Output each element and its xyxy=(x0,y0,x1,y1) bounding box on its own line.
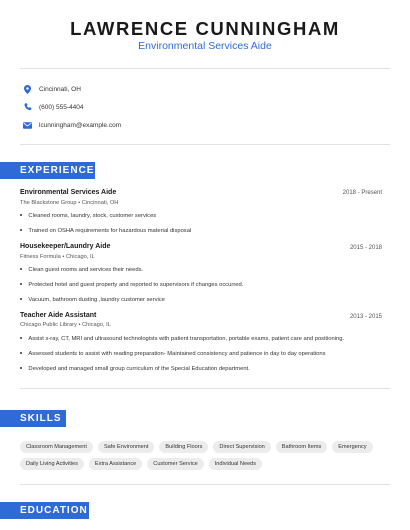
skill-chip: Bathroom Items xyxy=(276,441,327,453)
location-pin-icon xyxy=(23,84,32,94)
education-heading: EDUCATION xyxy=(0,502,89,519)
job-bullet xyxy=(20,351,326,357)
employer-location: Chicago, IL xyxy=(65,254,95,260)
skill-chip: Individual Needs xyxy=(209,458,262,470)
candidate-name: LAWRENCE CUNNINGHAM xyxy=(70,18,340,39)
skills-list xyxy=(20,441,390,475)
job-bullet xyxy=(20,297,165,303)
phone-icon xyxy=(23,102,32,112)
job-employer: The Blackstone Group • Cincinnati, OH xyxy=(20,200,119,206)
contact-phone-text: (600) 555-4404 xyxy=(39,103,84,111)
contact-location xyxy=(23,82,81,96)
skill-chip: Direct Supervision xyxy=(213,441,270,453)
bullet-text: Cleaned rooms, laundry, stock, customer services xyxy=(28,213,157,219)
job-bullet xyxy=(20,336,344,342)
contact-email xyxy=(23,118,121,132)
skills-row xyxy=(20,441,390,453)
job-bullet xyxy=(20,213,156,219)
skill-chip: Daily Living Activities xyxy=(20,458,84,470)
job-bullet xyxy=(20,267,143,273)
job-dates: 2013 - 2015 xyxy=(349,314,382,320)
job-dates: 2015 - 2018 xyxy=(349,245,382,251)
job-role: Environmental Services Aide xyxy=(138,40,272,52)
bullet-text: Protected hotel and guest property and reported to supervisors if changes occurred. xyxy=(28,282,244,288)
employer-location: Chicago, IL xyxy=(82,322,111,328)
bullet-text: Assessed students to assist with reading preparation- Maintained consistency and patience in day to day operations xyxy=(28,351,326,357)
employer-name: Chicago Public Library xyxy=(20,322,77,328)
email-icon xyxy=(23,120,32,130)
divider xyxy=(20,144,390,145)
bullet-text: Assist x-ray, CT, MRI and ultrasound technologists with patient transportation, portable exams, patient care and positioning. xyxy=(28,336,345,342)
job-bullet xyxy=(20,228,191,234)
bullet-text: Trained on OSHA requirements for hazardous material disposal xyxy=(28,228,192,234)
bullet-text: Vacuum, bathroom dusting ,laundry customer service xyxy=(28,297,165,303)
job-dates: 2018 - Present xyxy=(342,190,382,196)
employer-name: The Blackstone Group xyxy=(20,200,77,206)
employer-name: Fitness Formula xyxy=(20,254,61,260)
skills-heading: SKILLS xyxy=(0,410,66,427)
skill-chip: Building Floors xyxy=(159,441,208,453)
skill-chip: Emergency xyxy=(332,441,372,453)
bullet-text: Clean guest rooms and services their needs. xyxy=(28,267,144,273)
skill-chip: Extra Assistance xyxy=(89,458,142,470)
contact-phone xyxy=(23,100,83,114)
contact-location-text: Cincinnati, OH xyxy=(39,85,81,93)
contact-email-text: lcunningham@example.com xyxy=(39,121,122,129)
job-title: Teacher Aide Assistant xyxy=(20,312,97,319)
divider xyxy=(20,388,390,389)
job-title: Housekeeper/Laundry Aide xyxy=(20,243,111,250)
bullet-text: Developed and managed small group curriculum of the Special Education department. xyxy=(28,366,250,372)
job-bullet xyxy=(20,366,250,372)
experience-heading: EXPERIENCE xyxy=(0,162,95,179)
job-employer: Chicago Public Library • Chicago, IL xyxy=(20,322,111,328)
divider xyxy=(20,484,390,485)
skill-chip: Customer Service xyxy=(147,458,203,470)
employer-location: Cincinnati, OH xyxy=(81,200,119,206)
skill-chip: Classroom Management xyxy=(20,441,93,453)
skills-row xyxy=(20,458,390,470)
job-title: Environmental Services Aide xyxy=(20,189,117,196)
job-bullet xyxy=(20,282,243,288)
job-employer: Fitness Formula • Chicago, IL xyxy=(20,254,95,260)
skill-chip: Safe Environment xyxy=(98,441,154,453)
divider xyxy=(20,68,390,69)
